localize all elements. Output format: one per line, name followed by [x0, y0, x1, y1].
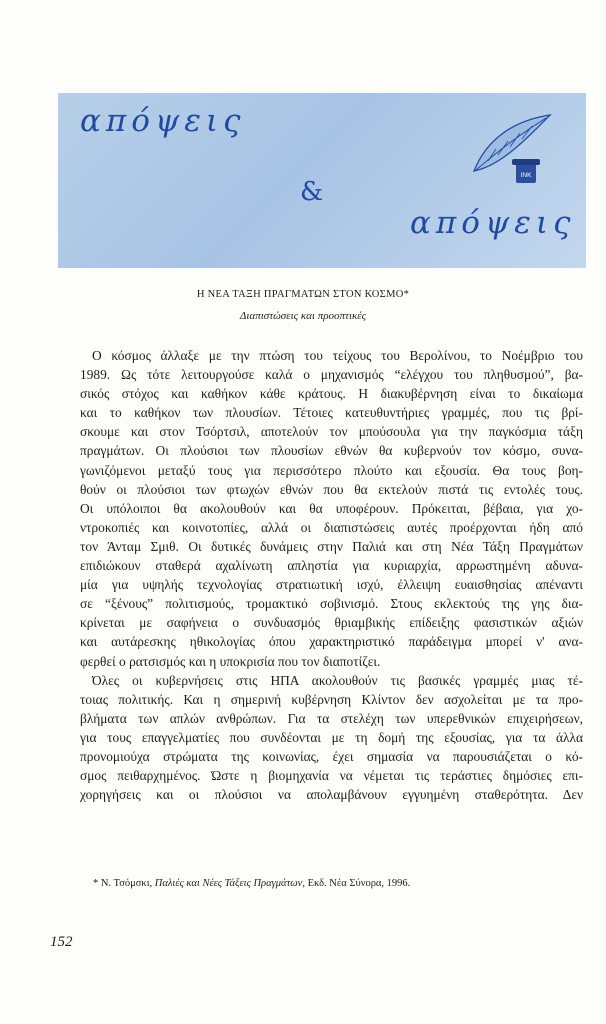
banner-word-bottom: απόψεις: [410, 205, 576, 241]
body-line: σκουμε και στον Τσόρτσιλ, αποτελούν τον μπούσουλα για την παγκόσμια τάξη: [80, 424, 583, 440]
body-line: γωνιζόμενοι μεταξύ τους για περισσότερο πλούτο και εξουσία. Θα τους βοη-: [80, 462, 583, 478]
footnote-suffix: , Εκδ. Νέα Σύνορα, 1996.: [302, 878, 411, 889]
body-line: βλήματα των απλών ανθρώπων. Για τα στελέχη των υπερεθνικών επιχειρήσεων,: [80, 710, 583, 726]
footnote-book-title: Παλιές και Νέες Τάξεις Πραγμάτων: [154, 878, 303, 889]
article-subtitle: Διαπιστώσεις και προοπτικές: [239, 310, 367, 322]
body-line: φερθεί ο ρατσισμός και η υποκρισία που τον διαποτίζει.: [80, 653, 381, 669]
banner-word-top: απόψεις: [80, 103, 246, 139]
body-line: ντροκοπιές και κοινοτοπίες, αλλά οι διαπιστώσεις αυτές προέρχονται ήδη από: [80, 519, 583, 535]
body-line: θούν οι πλούσιοι των φτωχών εθνών που θα εκτελούν πιστά τις εντολές τους.: [80, 481, 583, 497]
footnote-prefix: * Ν. Τσόμσκι,: [93, 878, 155, 889]
body-line: σμος πειθαρχημένος. Ώστε η βιομηχανία να νέμεται τις τεράστιες δημόσιες επι-: [80, 768, 583, 784]
body-line: τοιας πολιτικής. Και η σημερινή κυβέρνηση Κλίντον δεν ασχολείται με τα προ-: [80, 691, 583, 707]
header-banner: [58, 93, 586, 268]
body-line: Ο κόσμος άλλαξε με την πτώση του τείχους του Βερολίνου, το Νοέμβριο του: [92, 348, 583, 363]
body-line: χορηγήσεις και οι πλούσιοι να απολαμβάνουν εγγυημένη σταθερότητα. Δεν: [80, 787, 583, 803]
body-line: σε “ξένους” πολιτισμούς, τρομακτικό σοβινισμό. Στους εκλεκτούς της γης δια-: [80, 596, 583, 612]
body-line: σικός στόχος και καθήκον κάθε κράτους. Η διακυβέρνηση είναι το δικαίωμα: [80, 386, 583, 402]
body-line: και το καθήκον των πλουσίων. Τέτοιες κατευθυντήριες γραμμές, που τις βρί-: [80, 405, 583, 421]
body-line: Όλες οι κυβερνήσεις στις ΗΠΑ ακολουθούν τις βασικές γραμμές μιας τέ-: [92, 672, 583, 688]
body-line: μία για υψηλής τεχνολογίας στρατιωτική ισχύ, έλλειψη ευαισθησίας απέναντι: [80, 577, 583, 593]
page-number: 152: [50, 934, 73, 950]
body-line: κρίνεται με σαφήνεια ο συνδυασμός θριαμβικής επίδειξης φασιστικών αξιών: [80, 615, 583, 631]
body-line: 1989. Ως τότε λειτουργούσε καλά ο μηχανισμός “ελέγχου του πληθυσμού”, βα-: [80, 367, 583, 383]
footnote: [93, 878, 410, 889]
quill-and-inkwell-icon: [466, 111, 556, 189]
body-line: για τους επαγγελματίες που συνδέονται με τη δομή της εξουσίας, για τα άλλα: [80, 729, 583, 745]
body-line: Οι υπόλοιποι θα ακολουθούν και θα υποφέρουν. Πρόκειται, βέβαια, για χο-: [80, 500, 583, 516]
body-line: τον Άνταμ Σμιθ. Οι δυτικές δυνάμεις στην Παλιά και στη Νέα Τάξη Πραγμάτων: [80, 538, 583, 554]
body-line: προνομιούχα στρώματα της κοινωνίας, έχει σημασία να παρουσιάζεται ο κό-: [80, 748, 583, 764]
article-body: [80, 346, 583, 804]
body-line: επιδιώκουν σταθερά αχαλίνωτη απληστία για κυριαρχία, αρρωστημένη αδυνα-: [80, 558, 583, 574]
body-line: πραγμάτων. Οι πλούσιοι των πλουσίων εθνών θα κυβερνούν τον κόσμο, συνα-: [80, 443, 583, 459]
body-line: και αυτάρεσκης ηθικολογίας όπου χαρακτηριστικό παράδειγμα μπορεί ν' ανα-: [80, 634, 583, 650]
banner-ampersand: &: [300, 177, 324, 207]
article-title: Η ΝΕΑ ΤΑΞΗ ΠΡΑΓΜΑΤΩΝ ΣΤΟΝ ΚΟΣΜΟ*: [196, 289, 410, 300]
ink-label: INK: [520, 172, 532, 179]
